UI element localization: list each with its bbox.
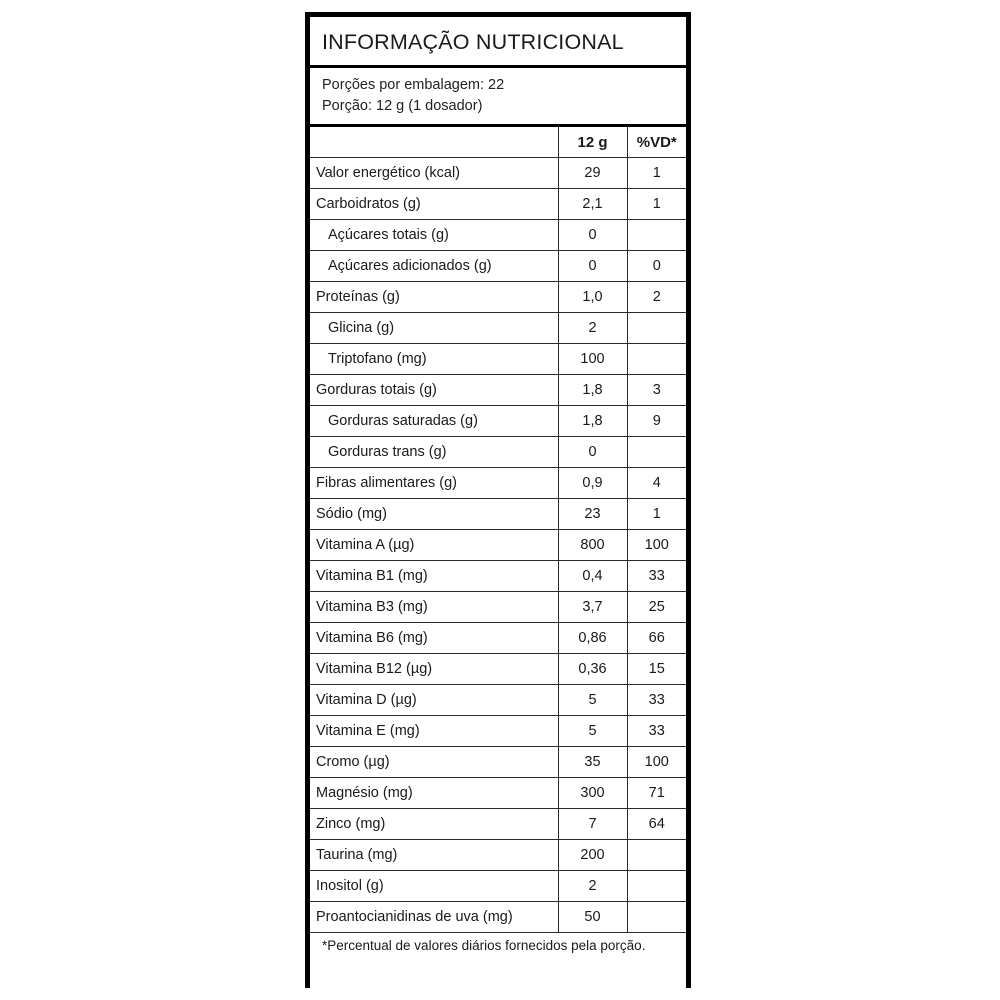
serving-size: Porção: 12 g (1 dosador) <box>322 98 483 115</box>
table-row <box>310 871 686 902</box>
nutrient-name: Glicina (g) <box>310 313 558 344</box>
table-row <box>310 344 686 375</box>
nutrient-amount: 300 <box>558 778 627 809</box>
column-header-nutrient <box>310 127 558 158</box>
nutrient-daily-value <box>627 344 686 375</box>
nutrient-name: Vitamina B3 (mg) <box>310 592 558 623</box>
nutrient-name: Proantocianidinas de uva (mg) <box>310 902 558 933</box>
table-header-row <box>310 127 686 158</box>
nutrient-amount: 2 <box>558 313 627 344</box>
nutrient-daily-value <box>627 437 686 468</box>
nutrient-name: Zinco (mg) <box>310 809 558 840</box>
nutrient-name: Valor energético (kcal) <box>310 158 558 189</box>
nutrient-amount: 0 <box>558 251 627 282</box>
nutrient-amount: 0,4 <box>558 561 627 592</box>
nutrient-daily-value <box>627 871 686 902</box>
nutrient-amount: 2,1 <box>558 189 627 220</box>
nutrient-daily-value: 4 <box>627 468 686 499</box>
nutrient-amount: 35 <box>558 747 627 778</box>
nutrient-amount: 0,36 <box>558 654 627 685</box>
table-row <box>310 375 686 406</box>
nutrient-daily-value: 33 <box>627 685 686 716</box>
nutrient-amount: 23 <box>558 499 627 530</box>
nutrient-daily-value <box>627 313 686 344</box>
nutrient-name: Vitamina B12 (µg) <box>310 654 558 685</box>
table-row <box>310 840 686 871</box>
nutrient-name: Triptofano (mg) <box>310 344 558 375</box>
nutrient-amount: 0,9 <box>558 468 627 499</box>
nutrient-daily-value: 71 <box>627 778 686 809</box>
nutrient-name: Proteínas (g) <box>310 282 558 313</box>
table-row <box>310 406 686 437</box>
table-row <box>310 809 686 840</box>
nutrient-name: Vitamina A (µg) <box>310 530 558 561</box>
nutrient-amount: 5 <box>558 716 627 747</box>
table-row <box>310 716 686 747</box>
footnote: *Percentual de valores diários fornecidos pela porção. <box>322 938 646 954</box>
nutrient-daily-value: 25 <box>627 592 686 623</box>
nutrition-facts-panel <box>305 12 691 988</box>
table-row <box>310 437 686 468</box>
nutrient-daily-value: 1 <box>627 158 686 189</box>
nutrition-table <box>310 127 686 933</box>
nutrient-name: Gorduras saturadas (g) <box>310 406 558 437</box>
nutrient-daily-value: 66 <box>627 623 686 654</box>
table-row <box>310 313 686 344</box>
nutrient-name: Gorduras trans (g) <box>310 437 558 468</box>
nutrient-name: Fibras alimentares (g) <box>310 468 558 499</box>
nutrient-daily-value <box>627 840 686 871</box>
nutrient-amount: 50 <box>558 902 627 933</box>
servings-per-package: Porções por embalagem: 22 <box>322 77 505 93</box>
nutrient-daily-value: 2 <box>627 282 686 313</box>
nutrition-table-body <box>310 158 686 933</box>
nutrient-name: Vitamina B6 (mg) <box>310 623 558 654</box>
nutrient-daily-value: 3 <box>627 375 686 406</box>
nutrient-daily-value: 15 <box>627 654 686 685</box>
nutrient-amount: 3,7 <box>558 592 627 623</box>
nutrient-name: Magnésio (mg) <box>310 778 558 809</box>
table-row <box>310 778 686 809</box>
nutrient-daily-value: 100 <box>627 747 686 778</box>
nutrient-name: Gorduras totais (g) <box>310 375 558 406</box>
table-row <box>310 189 686 220</box>
nutrient-amount: 1,8 <box>558 375 627 406</box>
nutrient-amount: 200 <box>558 840 627 871</box>
table-row <box>310 623 686 654</box>
table-row <box>310 747 686 778</box>
table-row <box>310 158 686 189</box>
nutrient-daily-value <box>627 220 686 251</box>
column-header-vd: %VD* <box>627 127 686 158</box>
nutrient-amount: 5 <box>558 685 627 716</box>
nutrient-daily-value: 0 <box>627 251 686 282</box>
table-row <box>310 592 686 623</box>
nutrient-amount: 0,86 <box>558 623 627 654</box>
table-row <box>310 561 686 592</box>
nutrient-daily-value: 64 <box>627 809 686 840</box>
serving-info <box>310 68 686 127</box>
nutrient-name: Vitamina E (mg) <box>310 716 558 747</box>
table-row <box>310 251 686 282</box>
nutrient-daily-value: 33 <box>627 716 686 747</box>
table-row <box>310 685 686 716</box>
nutrient-amount: 29 <box>558 158 627 189</box>
nutrient-name: Vitamina D (µg) <box>310 685 558 716</box>
nutrient-daily-value: 1 <box>627 499 686 530</box>
table-row <box>310 654 686 685</box>
nutrient-name: Inositol (g) <box>310 871 558 902</box>
column-header-amount: 12 g <box>558 127 627 158</box>
nutrient-name: Vitamina B1 (mg) <box>310 561 558 592</box>
nutrient-amount: 2 <box>558 871 627 902</box>
nutrient-daily-value <box>627 902 686 933</box>
nutrient-name: Taurina (mg) <box>310 840 558 871</box>
nutrient-name: Carboidratos (g) <box>310 189 558 220</box>
nutrient-amount: 1,8 <box>558 406 627 437</box>
nutrient-name: Sódio (mg) <box>310 499 558 530</box>
nutrient-amount: 1,0 <box>558 282 627 313</box>
table-row <box>310 499 686 530</box>
table-row <box>310 282 686 313</box>
table-row <box>310 530 686 561</box>
nutrient-amount: 0 <box>558 437 627 468</box>
nutrient-name: Açúcares totais (g) <box>310 220 558 251</box>
nutrient-daily-value: 1 <box>627 189 686 220</box>
nutrient-amount: 0 <box>558 220 627 251</box>
page-title: INFORMAÇÃO NUTRICIONAL <box>310 17 686 68</box>
nutrient-amount: 800 <box>558 530 627 561</box>
nutrient-amount: 7 <box>558 809 627 840</box>
nutrient-daily-value: 9 <box>627 406 686 437</box>
nutrient-name: Açúcares adicionados (g) <box>310 251 558 282</box>
nutrient-daily-value: 100 <box>627 530 686 561</box>
nutrient-amount: 100 <box>558 344 627 375</box>
nutrient-name: Cromo (µg) <box>310 747 558 778</box>
table-row <box>310 902 686 933</box>
nutrient-daily-value: 33 <box>627 561 686 592</box>
table-row <box>310 468 686 499</box>
table-row <box>310 220 686 251</box>
